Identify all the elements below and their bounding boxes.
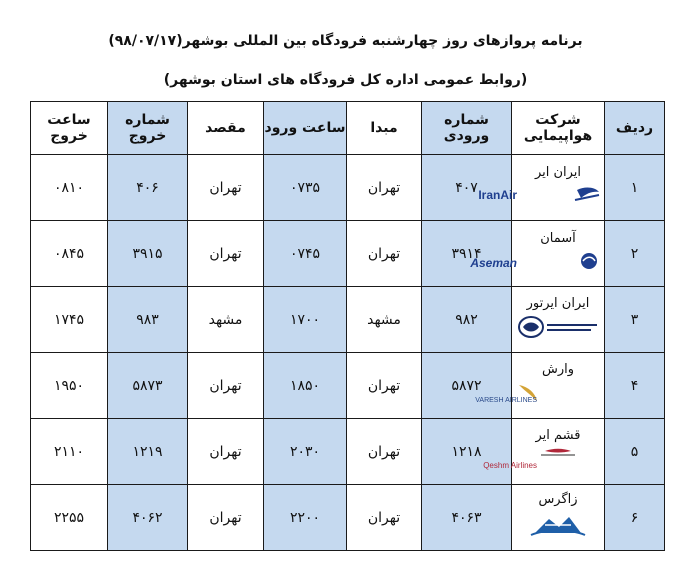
page-subtitle: (روابط عمومی اداره کل فرودگاه های استان بوشهر) <box>163 72 528 88</box>
destination: تهران <box>188 419 264 485</box>
airline-cell <box>512 485 605 551</box>
row-number: ۴ <box>605 353 665 419</box>
header-arrival-time: ساعت ورود <box>264 102 347 155</box>
departure-time: ۱۹۵۰ <box>31 353 108 419</box>
arrival-time: ۱۸۵۰ <box>264 353 347 419</box>
departure-time: ۰۸۱۰ <box>31 155 108 221</box>
departure-number: ۳۹۱۵ <box>108 221 188 287</box>
airline-name: ایران ایر <box>534 165 582 180</box>
airline-name: قشم ایر <box>535 428 581 443</box>
header-destination: مقصد <box>188 102 264 155</box>
svg-text:Aseman: Aseman <box>470 256 517 270</box>
zagros-logo-icon <box>515 511 601 539</box>
varesh-logo-icon <box>475 381 601 405</box>
arrival-time: ۰۷۴۵ <box>264 221 347 287</box>
header-origin: مبدا <box>347 102 422 155</box>
airline-cell <box>478 155 605 221</box>
arrival-number: ۴۰۷ <box>422 155 512 221</box>
svg-text:VARESH AIRLINES: VARESH AIRLINES <box>475 397 537 404</box>
arrival-time: ۲۰۳۰ <box>264 419 347 485</box>
departure-time: ۱۷۴۵ <box>31 287 108 353</box>
departure-number: ۴۰۶ <box>108 155 188 221</box>
table-row <box>31 353 665 419</box>
header-airline: شرکت هواپیمایی <box>512 102 605 155</box>
arrival-number: ۱۲۱۸ <box>422 419 512 485</box>
aseman-logo-icon <box>470 250 601 272</box>
qeshm-air-logo-icon <box>483 447 601 471</box>
arrival-number: ۹۸۲ <box>422 287 512 353</box>
destination: تهران <box>188 485 264 551</box>
origin: تهران <box>347 485 422 551</box>
header-arrival-number: شماره ورودی <box>422 102 512 155</box>
origin: تهران <box>347 155 422 221</box>
origin: تهران <box>347 221 422 287</box>
header-departure-number: شماره خروج <box>108 102 188 155</box>
arrival-number: ۴۰۶۳ <box>422 485 512 551</box>
arrival-time: ۲۲۰۰ <box>264 485 347 551</box>
destination: تهران <box>188 155 264 221</box>
table-row <box>31 485 665 551</box>
departure-number: ۹۸۳ <box>108 287 188 353</box>
arrival-time: ۰۷۳۵ <box>264 155 347 221</box>
departure-time: ۲۱۱۰ <box>31 419 108 485</box>
departure-time: ۲۲۵۵ <box>31 485 108 551</box>
departure-time: ۰۸۴۵ <box>31 221 108 287</box>
header-departure-time: ساعت خروج <box>31 102 108 155</box>
table-row <box>31 419 665 485</box>
airline-cell <box>483 419 605 485</box>
header-row-number: ردیف <box>605 102 665 155</box>
airline-name: زاگرس <box>538 492 578 507</box>
row-number: ۳ <box>605 287 665 353</box>
airline-name: ایران ایرتور <box>526 296 590 311</box>
origin: مشهد <box>347 287 422 353</box>
departure-number: ۴۰۶۲ <box>108 485 188 551</box>
table-row <box>31 155 665 221</box>
page-title: برنامه پروازهای روز چهارشنبه فرودگاه بین المللی بوشهر(۹۸/۰۷/۱۷) <box>108 33 583 49</box>
airline-cell <box>475 353 605 419</box>
row-number: ۲ <box>605 221 665 287</box>
departure-number: ۵۸۷۳ <box>108 353 188 419</box>
airline-name: وارش <box>541 362 575 377</box>
row-number: ۱ <box>605 155 665 221</box>
airline-cell <box>470 221 605 287</box>
table-row <box>31 287 665 353</box>
airline-cell <box>512 287 605 353</box>
svg-text:Qeshm Airlines: Qeshm Airlines <box>483 461 537 470</box>
arrival-number: ۵۸۷۲ <box>422 353 512 419</box>
header-row <box>31 102 665 155</box>
origin: تهران <box>347 353 422 419</box>
arrival-time: ۱۷۰۰ <box>264 287 347 353</box>
flight-schedule-table <box>30 101 665 551</box>
svg-text:IranAir: IranAir <box>478 188 517 202</box>
row-number: ۵ <box>605 419 665 485</box>
iranair-logo-icon <box>478 184 601 206</box>
row-number: ۶ <box>605 485 665 551</box>
origin: تهران <box>347 419 422 485</box>
destination: تهران <box>188 353 264 419</box>
departure-number: ۱۲۱۹ <box>108 419 188 485</box>
airline-name: آسمان <box>540 231 576 246</box>
arrival-number: ۳۹۱۴ <box>422 221 512 287</box>
destination: مشهد <box>188 287 264 353</box>
iranairtour-logo-icon <box>515 315 601 339</box>
table-row <box>31 221 665 287</box>
destination: تهران <box>188 221 264 287</box>
